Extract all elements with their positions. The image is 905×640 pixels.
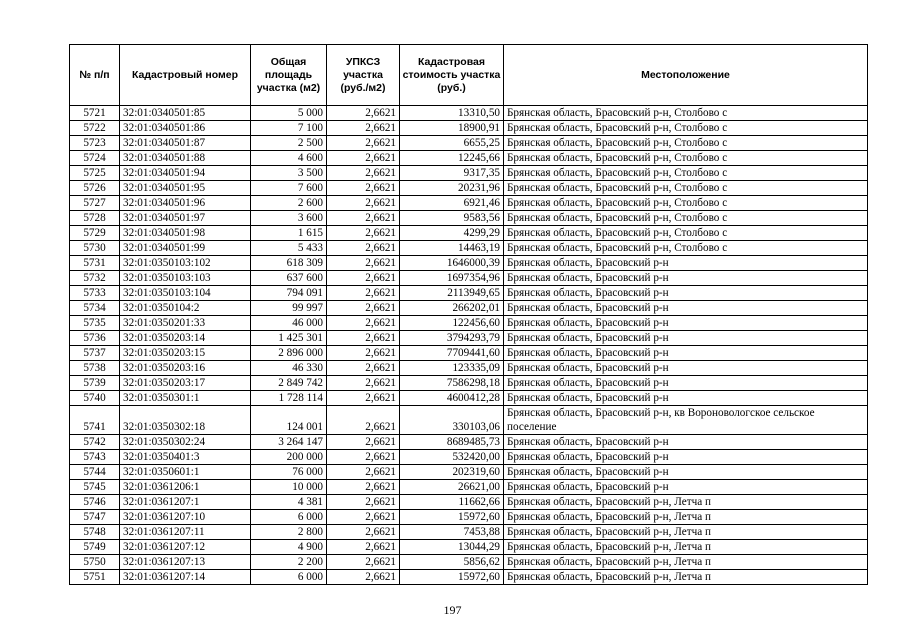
cell-rate: 2,6621: [327, 241, 400, 256]
cell-num: 5727: [70, 196, 120, 211]
cell-cadastral-number: 32:01:0361206:1: [120, 480, 251, 495]
table-row: [70, 376, 868, 391]
cell-num: 5733: [70, 286, 120, 301]
header-cadastral-number: Кадастровый номер: [120, 45, 251, 106]
cell-num: 5722: [70, 121, 120, 136]
table-row: [70, 211, 868, 226]
table-row: [70, 286, 868, 301]
cell-area: 2 800: [251, 525, 327, 540]
cell-rate: 2,6621: [327, 570, 400, 585]
table-row: [70, 450, 868, 465]
cell-location: Брянская область, Брасовский р-н, Столбово с: [504, 181, 868, 196]
table-row: [70, 331, 868, 346]
cell-cadastral-number: 32:01:0350401:3: [120, 450, 251, 465]
cell-location: Брянская область, Брасовский р-н: [504, 435, 868, 450]
cell-area: 618 309: [251, 256, 327, 271]
cell-cadastral-number: 32:01:0361207:14: [120, 570, 251, 585]
cell-cadastral-number: 32:01:0361207:10: [120, 510, 251, 525]
cell-area: 1 425 301: [251, 331, 327, 346]
cell-area: 4 600: [251, 151, 327, 166]
cell-rate: 2,6621: [327, 286, 400, 301]
cell-cost: 532420,00: [400, 450, 504, 465]
cell-cadastral-number: 32:01:0350203:17: [120, 376, 251, 391]
cell-cadastral-number: 32:01:0340501:86: [120, 121, 251, 136]
table-row: [70, 301, 868, 316]
cell-rate: 2,6621: [327, 495, 400, 510]
cell-num: 5728: [70, 211, 120, 226]
table-row: [70, 525, 868, 540]
table-row: [70, 181, 868, 196]
cell-location: Брянская область, Брасовский р-н: [504, 465, 868, 480]
cell-rate: 2,6621: [327, 540, 400, 555]
cell-cost: 1646000,39: [400, 256, 504, 271]
cell-area: 200 000: [251, 450, 327, 465]
cell-rate: 2,6621: [327, 226, 400, 241]
table-row: [70, 495, 868, 510]
cell-location: Брянская область, Брасовский р-н, Столбово с: [504, 211, 868, 226]
cell-location: Брянская область, Брасовский р-н, Столбово с: [504, 121, 868, 136]
cell-area: 2 200: [251, 555, 327, 570]
header-cost: Кадастровая стоимость участка (руб.): [400, 45, 504, 106]
cell-location: Брянская область, Брасовский р-н, Столбово с: [504, 136, 868, 151]
cell-area: 10 000: [251, 480, 327, 495]
cadastral-table-sheet: [69, 44, 868, 585]
cell-area: 124 001: [251, 406, 327, 435]
cell-cost: 8689485,73: [400, 435, 504, 450]
cell-cost: 202319,60: [400, 465, 504, 480]
cell-num: 5740: [70, 391, 120, 406]
cell-cost: 11662,66: [400, 495, 504, 510]
cell-area: 2 896 000: [251, 346, 327, 361]
table-row: [70, 256, 868, 271]
cell-area: 1 728 114: [251, 391, 327, 406]
table-row: [70, 106, 868, 121]
table-row: [70, 166, 868, 181]
cell-rate: 2,6621: [327, 106, 400, 121]
cell-num: 5748: [70, 525, 120, 540]
cadastral-table: [69, 44, 868, 585]
cell-cost: 330103,06: [400, 406, 504, 435]
cell-cost: 20231,96: [400, 181, 504, 196]
cell-num: 5734: [70, 301, 120, 316]
cell-location: Брянская область, Брасовский р-н, Летча п: [504, 510, 868, 525]
cell-cadastral-number: 32:01:0361207:13: [120, 555, 251, 570]
table-row: [70, 121, 868, 136]
table-row: [70, 136, 868, 151]
cell-cadastral-number: 32:01:0361207:1: [120, 495, 251, 510]
cell-area: 46 330: [251, 361, 327, 376]
cell-area: 4 900: [251, 540, 327, 555]
table-row: [70, 435, 868, 450]
cell-cadastral-number: 32:01:0350203:16: [120, 361, 251, 376]
cell-area: 46 000: [251, 316, 327, 331]
cell-area: 3 264 147: [251, 435, 327, 450]
table-row: [70, 196, 868, 211]
cell-num: 5724: [70, 151, 120, 166]
cell-num: 5737: [70, 346, 120, 361]
cell-cadastral-number: 32:01:0340501:98: [120, 226, 251, 241]
cell-location: Брянская область, Брасовский р-н, Летча п: [504, 570, 868, 585]
cell-cadastral-number: 32:01:0350103:102: [120, 256, 251, 271]
cell-cost: 13044,29: [400, 540, 504, 555]
cell-location: Брянская область, Брасовский р-н, Столбово с: [504, 106, 868, 121]
cell-cadastral-number: 32:01:0361207:11: [120, 525, 251, 540]
cell-cadastral-number: 32:01:0340501:96: [120, 196, 251, 211]
cell-location: Брянская область, Брасовский р-н: [504, 450, 868, 465]
cell-cadastral-number: 32:01:0340501:95: [120, 181, 251, 196]
cell-num: 5736: [70, 331, 120, 346]
cell-cost: 266202,01: [400, 301, 504, 316]
cell-cost: 1697354,96: [400, 271, 504, 286]
table-row: [70, 465, 868, 480]
cell-area: 4 381: [251, 495, 327, 510]
cell-location: Брянская область, Брасовский р-н: [504, 301, 868, 316]
cell-area: 7 600: [251, 181, 327, 196]
table-row: [70, 570, 868, 585]
cell-cost: 6655,25: [400, 136, 504, 151]
cell-cost: 2113949,65: [400, 286, 504, 301]
cell-cost: 13310,50: [400, 106, 504, 121]
cell-num: 5739: [70, 376, 120, 391]
header-num: № п/п: [70, 45, 120, 106]
table-row: [70, 391, 868, 406]
cell-cadastral-number: 32:01:0350103:103: [120, 271, 251, 286]
cell-cadastral-number: 32:01:0350302:18: [120, 406, 251, 435]
cell-num: 5735: [70, 316, 120, 331]
table-header-row: [70, 45, 868, 106]
cell-cost: 123335,09: [400, 361, 504, 376]
cell-rate: 2,6621: [327, 450, 400, 465]
cell-rate: 2,6621: [327, 256, 400, 271]
cell-rate: 2,6621: [327, 136, 400, 151]
cell-rate: 2,6621: [327, 510, 400, 525]
header-location: Местоположение: [504, 45, 868, 106]
cell-cadastral-number: 32:01:0350601:1: [120, 465, 251, 480]
cell-num: 5730: [70, 241, 120, 256]
cell-rate: 2,6621: [327, 555, 400, 570]
cell-area: 2 500: [251, 136, 327, 151]
header-rate: УПКСЗ участка (руб./м2): [327, 45, 400, 106]
header-area: Общая площадь участка (м2): [251, 45, 327, 106]
cell-rate: 2,6621: [327, 211, 400, 226]
cell-area: 5 000: [251, 106, 327, 121]
cell-num: 5721: [70, 106, 120, 121]
cell-cost: 7453,88: [400, 525, 504, 540]
cell-rate: 2,6621: [327, 121, 400, 136]
cell-cadastral-number: 32:01:0350301:1: [120, 391, 251, 406]
cell-cost: 5856,62: [400, 555, 504, 570]
cell-location: Брянская область, Брасовский р-н, Столбово с: [504, 196, 868, 211]
table-row: [70, 241, 868, 256]
cell-num: 5744: [70, 465, 120, 480]
cell-area: 637 600: [251, 271, 327, 286]
cell-area: 7 100: [251, 121, 327, 136]
cell-location: Брянская область, Брасовский р-н: [504, 361, 868, 376]
cell-cadastral-number: 32:01:0350103:104: [120, 286, 251, 301]
cell-num: 5747: [70, 510, 120, 525]
cell-num: 5745: [70, 480, 120, 495]
cell-location: Брянская область, Брасовский р-н, Столбово с: [504, 241, 868, 256]
cell-cadastral-number: 32:01:0350203:14: [120, 331, 251, 346]
cell-num: 5741: [70, 406, 120, 435]
cell-cadastral-number: 32:01:0361207:12: [120, 540, 251, 555]
cell-num: 5723: [70, 136, 120, 151]
cell-cost: 15972,60: [400, 570, 504, 585]
cell-cost: 15972,60: [400, 510, 504, 525]
table-row: [70, 555, 868, 570]
cell-area: 99 997: [251, 301, 327, 316]
cell-rate: 2,6621: [327, 361, 400, 376]
cell-cost: 3794293,79: [400, 331, 504, 346]
cell-location: Брянская область, Брасовский р-н: [504, 391, 868, 406]
cell-num: 5746: [70, 495, 120, 510]
cell-cost: 7586298,18: [400, 376, 504, 391]
cell-location: Брянская область, Брасовский р-н, кв Вороновологское сельское поселение: [504, 406, 868, 435]
cell-num: 5738: [70, 361, 120, 376]
table-row: [70, 510, 868, 525]
cell-location: Брянская область, Брасовский р-н, Летча п: [504, 495, 868, 510]
cell-location: Брянская область, Брасовский р-н, Столбово с: [504, 166, 868, 181]
cell-num: 5743: [70, 450, 120, 465]
cell-area: 3 500: [251, 166, 327, 181]
cell-rate: 2,6621: [327, 435, 400, 450]
cell-cadastral-number: 32:01:0340501:97: [120, 211, 251, 226]
cell-rate: 2,6621: [327, 271, 400, 286]
cell-rate: 2,6621: [327, 331, 400, 346]
cell-num: 5725: [70, 166, 120, 181]
cell-num: 5726: [70, 181, 120, 196]
cell-rate: 2,6621: [327, 480, 400, 495]
table-body: [70, 106, 868, 585]
cell-location: Брянская область, Брасовский р-н: [504, 376, 868, 391]
cell-cost: 4600412,28: [400, 391, 504, 406]
cell-rate: 2,6621: [327, 465, 400, 480]
cell-cost: 18900,91: [400, 121, 504, 136]
cell-location: Брянская область, Брасовский р-н: [504, 346, 868, 361]
cell-cost: 6921,46: [400, 196, 504, 211]
cell-cost: 9583,56: [400, 211, 504, 226]
cell-area: 794 091: [251, 286, 327, 301]
cell-rate: 2,6621: [327, 181, 400, 196]
cell-rate: 2,6621: [327, 166, 400, 181]
cell-cadastral-number: 32:01:0340501:87: [120, 136, 251, 151]
cell-cost: 9317,35: [400, 166, 504, 181]
table-row: [70, 406, 868, 435]
cell-cost: 14463,19: [400, 241, 504, 256]
cell-num: 5732: [70, 271, 120, 286]
cell-location: Брянская область, Брасовский р-н: [504, 480, 868, 495]
cell-num: 5749: [70, 540, 120, 555]
cell-rate: 2,6621: [327, 406, 400, 435]
cell-num: 5731: [70, 256, 120, 271]
cell-rate: 2,6621: [327, 376, 400, 391]
cell-cadastral-number: 32:01:0340501:99: [120, 241, 251, 256]
cell-cost: 122456,60: [400, 316, 504, 331]
cell-num: 5742: [70, 435, 120, 450]
cell-area: 76 000: [251, 465, 327, 480]
cell-area: 3 600: [251, 211, 327, 226]
cell-cost: 4299,29: [400, 226, 504, 241]
cell-num: 5750: [70, 555, 120, 570]
cell-rate: 2,6621: [327, 196, 400, 211]
cell-rate: 2,6621: [327, 346, 400, 361]
cell-rate: 2,6621: [327, 525, 400, 540]
cell-area: 5 433: [251, 241, 327, 256]
cell-area: 1 615: [251, 226, 327, 241]
cell-location: Брянская область, Брасовский р-н: [504, 331, 868, 346]
cell-rate: 2,6621: [327, 316, 400, 331]
cell-num: 5751: [70, 570, 120, 585]
cell-cadastral-number: 32:01:0350302:24: [120, 435, 251, 450]
table-row: [70, 480, 868, 495]
cell-area: 6 000: [251, 570, 327, 585]
cell-area: 6 000: [251, 510, 327, 525]
table-row: [70, 346, 868, 361]
cell-cadastral-number: 32:01:0350203:15: [120, 346, 251, 361]
cell-cadastral-number: 32:01:0340501:85: [120, 106, 251, 121]
cell-cadastral-number: 32:01:0350104:2: [120, 301, 251, 316]
cell-location: Брянская область, Брасовский р-н: [504, 271, 868, 286]
cell-rate: 2,6621: [327, 301, 400, 316]
cell-location: Брянская область, Брасовский р-н, Столбово с: [504, 226, 868, 241]
page-number: 197: [443, 603, 462, 617]
cell-rate: 2,6621: [327, 151, 400, 166]
cell-cost: 12245,66: [400, 151, 504, 166]
table-row: [70, 226, 868, 241]
cell-location: Брянская область, Брасовский р-н: [504, 316, 868, 331]
cell-location: Брянская область, Брасовский р-н: [504, 286, 868, 301]
cell-area: 2 849 742: [251, 376, 327, 391]
cell-location: Брянская область, Брасовский р-н, Столбово с: [504, 151, 868, 166]
cell-cadastral-number: 32:01:0340501:88: [120, 151, 251, 166]
cell-location: Брянская область, Брасовский р-н: [504, 256, 868, 271]
cell-cadastral-number: 32:01:0350201:33: [120, 316, 251, 331]
cell-cadastral-number: 32:01:0340501:94: [120, 166, 251, 181]
table-row: [70, 316, 868, 331]
cell-location: Брянская область, Брасовский р-н, Летча п: [504, 525, 868, 540]
cell-location: Брянская область, Брасовский р-н, Летча п: [504, 540, 868, 555]
table-row: [70, 151, 868, 166]
cell-area: 2 600: [251, 196, 327, 211]
cell-num: 5729: [70, 226, 120, 241]
cell-location: Брянская область, Брасовский р-н, Летча п: [504, 555, 868, 570]
cell-cost: 26621,00: [400, 480, 504, 495]
table-row: [70, 540, 868, 555]
table-row: [70, 361, 868, 376]
cell-rate: 2,6621: [327, 391, 400, 406]
cell-cost: 7709441,60: [400, 346, 504, 361]
table-row: [70, 271, 868, 286]
